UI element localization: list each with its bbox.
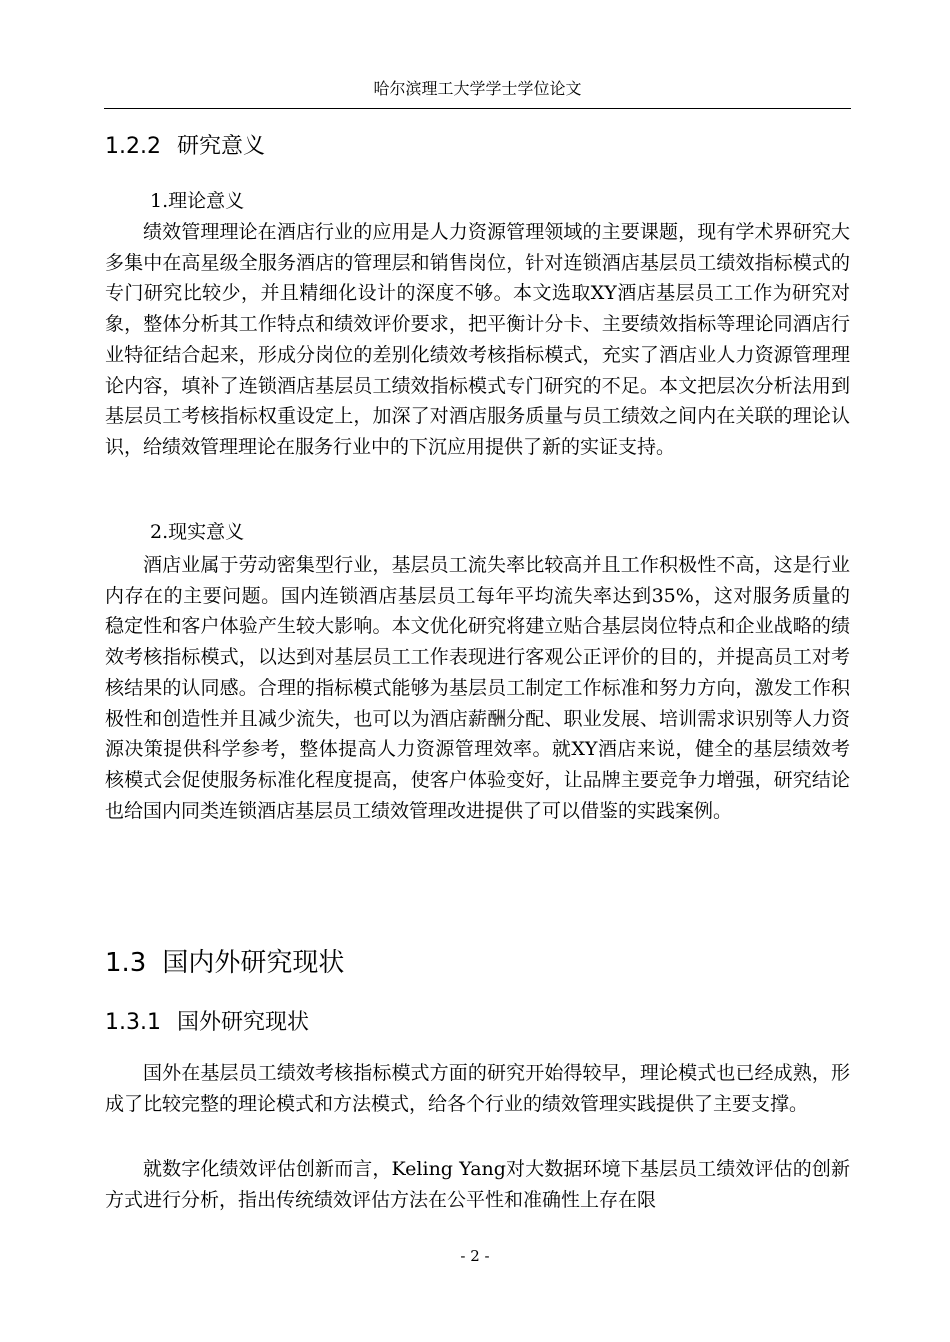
section-number: 1.3.1 [105,1010,161,1035]
section-number: 1.2.2 [105,134,161,159]
section-heading-1-3 [105,946,344,980]
running-header: 哈尔滨理工大学学士学位论文 [373,79,582,98]
section-title: 国外研究现状 [176,1010,309,1035]
paragraph-abroad-1: 国外在基层员工绩效考核指标模式方面的研究开始得较早，理论模式也已经成熟，形成了比较完整的理论模式和方法模式，给各个行业的绩效管理实践提供了主要支撑。 [105,1062,850,1115]
section-title: 国内外研究现状 [162,948,345,978]
paragraph-practice: 酒店业属于劳动密集型行业，基层员工流失率比较高并且工作积极性不高，这是行业内存在的主要问题。国内连锁酒店基层员工每年平均流失率达到35%，这对服务质量的稳定性和客户体验产生较大影响。本文优化研究将建立贴合基层岗位特点和企业战略的绩效考核指标模式，以达到对基层员工工作表现进行客观公正评价的目的，并提高员工对考核结果的认同感。合理的指标模式能够为基层员工制定工作标准和努力方向，激发工作积极性和创造性并且减少流失，也可以为酒店薪酬分配、职业发展、培训需求识别等人力资源决策提供科学参考，整体提高人力资源管理效率。就XY酒店来说，健全的基层绩效考核模式会促使服务标准化程度提高，使客户体验变好，让品牌主要竞争力增强，研究结论也给国内同类连锁酒店基层员工绩效管理改进提供了可以借鉴的实践案例。 [105,554,850,822]
subheading-theory: 1.理论意义 [150,190,245,212]
page-number: - 2 - [460,1247,490,1265]
paragraph-abroad-2: 就数字化绩效评估创新而言，Keling Yang对大数据环境下基层员工绩效评估的创新方式进行分析，指出传统绩效评估方法在公平性和准确性上存在限 [105,1158,850,1211]
section-number: 1.3 [105,948,147,978]
paragraph-theory: 绩效管理理论在酒店行业的应用是人力资源管理领域的主要课题，现有学术界研究大多集中在高星级全服务酒店的管理层和销售岗位，针对连锁酒店基层员工绩效指标模式的专门研究比较少，并且精细化设计的深度不够。本文选取XY酒店基层员工工作为研究对象，整体分析其工作特点和绩效评价要求，把平衡计分卡、主要绩效指标等理论同酒店行业特征结合起来，形成分岗位的差别化绩效考核指标模式，充实了酒店业人力资源管理理论内容，填补了连锁酒店基层员工绩效指标模式专门研究的不足。本文把层次分析法用到基层员工考核指标权重设定上，加深了对酒店服务质量与员工绩效之间内在关联的理论认识，给绩效管理理论在服务行业中的下沉应用提供了新的实证支持。 [105,221,850,458]
section-title: 研究意义 [176,134,265,159]
header-rule [104,108,851,109]
section-heading-1-2-2 [105,132,265,162]
subheading-practice: 2.现实意义 [150,521,245,543]
section-heading-1-3-1 [105,1008,309,1038]
